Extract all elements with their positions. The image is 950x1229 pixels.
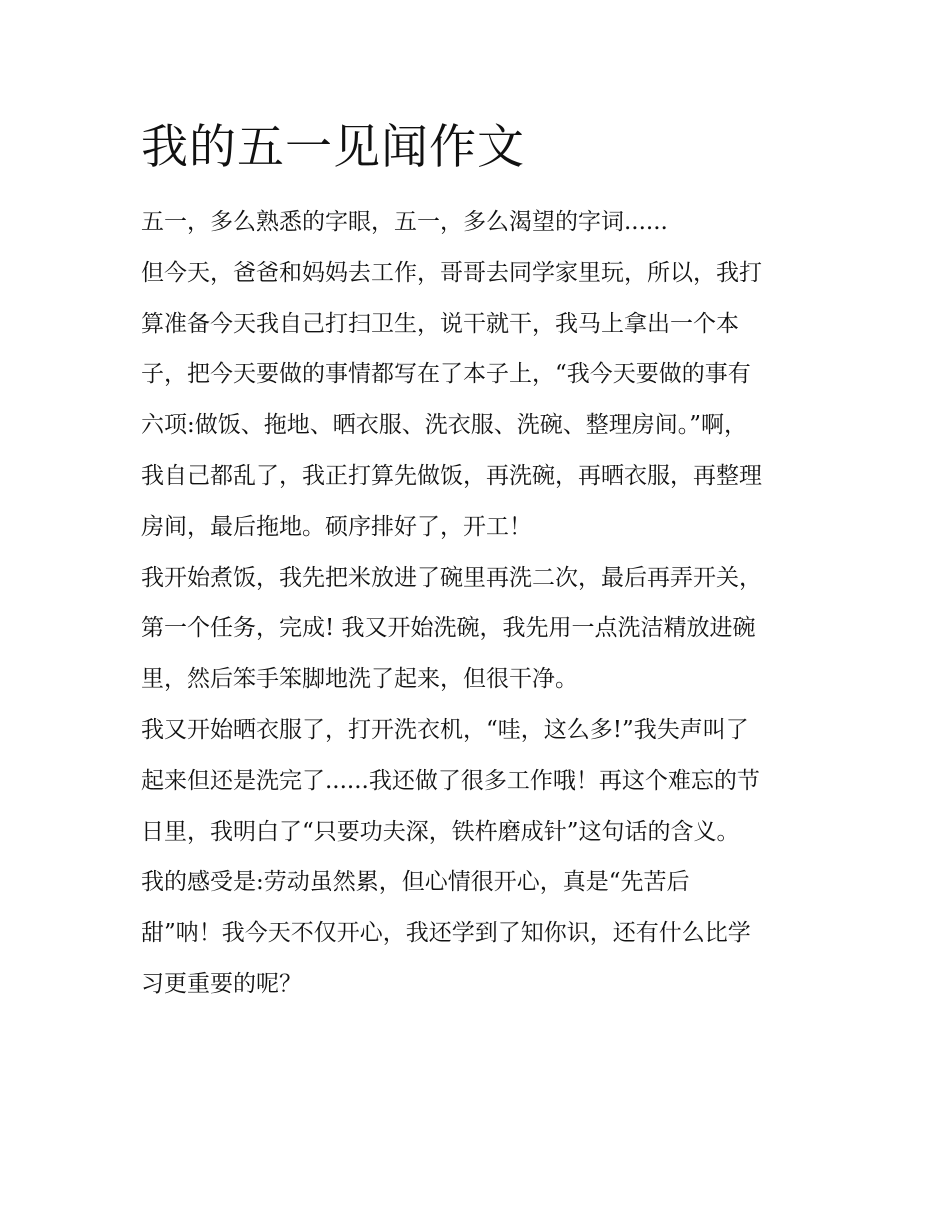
- text-line-8: 我开始煮饭，我先把米放进了碗里再洗二次，最后再弄开关，: [141, 565, 762, 591]
- text-line-11: 我又开始晒衣服了，打开洗衣机，“哇，这么多!”我失声叫了: [141, 717, 749, 743]
- text-line-5: 六项:做饭、拖地、晒衣服、洗衣服、洗碗、整理房间。”啊，: [141, 412, 748, 438]
- text-line-9: 第一个任务，完成! 我又开始洗碗，我先用一点洗洁精放进碗: [141, 615, 756, 641]
- text-line-12: 起来但还是洗完了......我还做了很多工作哦！再这个难忘的节: [141, 768, 760, 794]
- text-line-16: 习更重要的呢？: [141, 971, 302, 997]
- text-line-15: 甜”呐！我今天不仅开心，我还学到了知你识，还有什么比学: [141, 920, 751, 946]
- text-line-2: 但今天，爸爸和妈妈去工作，哥哥去同学家里玩，所以，我打: [141, 260, 762, 286]
- text-line-6: 我自己都乱了，我正打算先做饭，再洗碗，再晒衣服，再整理: [141, 463, 762, 489]
- text-line-4: 子，把今天要做的事情都写在了本子上，“我今天要做的事有: [141, 361, 751, 387]
- text-line-14: 我的感受是:劳动虽然累，但心情很开心，真是“先苦后: [141, 869, 690, 895]
- text-line-10: 里，然后笨手笨脚地洗了起来，但很干净。: [141, 666, 578, 692]
- document-title: 我的五一见闻作文: [141, 120, 525, 175]
- text-line-13: 日里，我明白了“只要功夫深，铁杵磨成针”这句话的含义。: [141, 819, 740, 845]
- text-line-7: 房间，最后拖地。硕序排好了，开工！: [141, 514, 532, 540]
- text-line-1: 五一，多么熟悉的字眼，五一，多么渴望的字词......: [141, 209, 668, 235]
- text-line-3: 算准备今天我自己打扫卫生，说干就干，我马上拿出一个本: [141, 311, 739, 337]
